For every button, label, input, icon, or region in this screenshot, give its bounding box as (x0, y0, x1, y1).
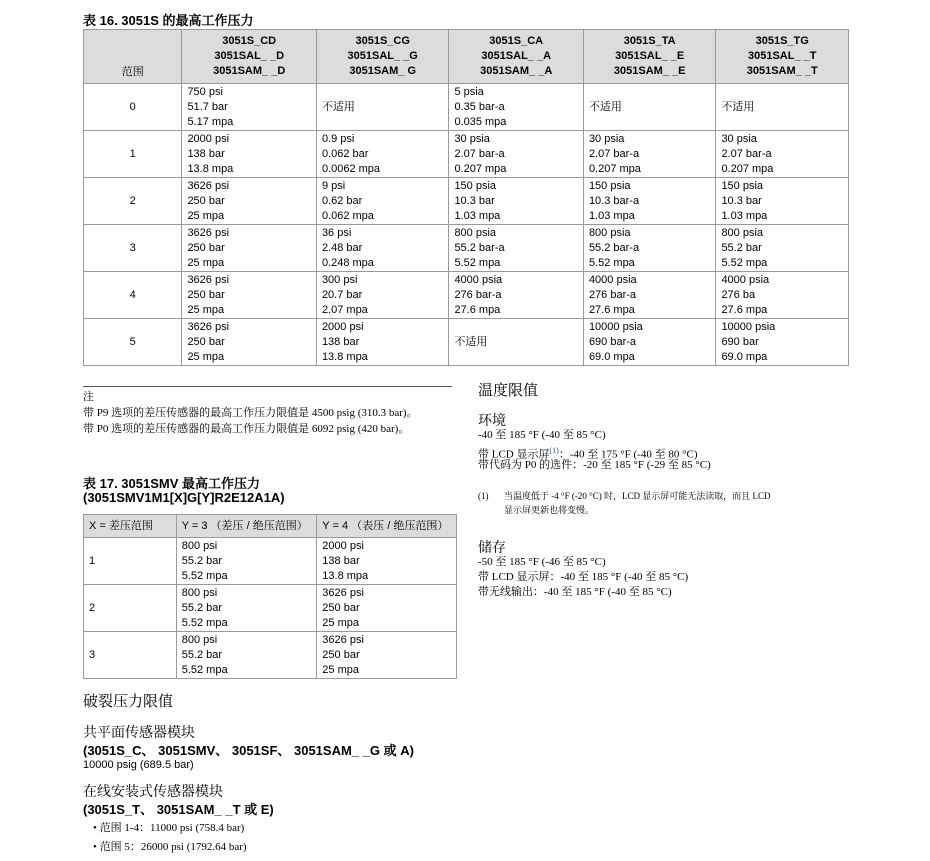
table-cell: 800 psia 55.2 bar-a 5.52 mpa (449, 225, 584, 272)
table16-col-header: 3051S_CG 3051SAL_ _G 3051SAM_ G (316, 30, 449, 84)
table-cell: 3626 psi 250 bar 25 mpa (317, 632, 457, 679)
table17-header-row (84, 515, 457, 538)
table16-col-header: 3051S_CD 3051SAL_ _D 3051SAM_ _D (182, 30, 317, 84)
note-divider (83, 386, 452, 387)
range-cell: 1 (84, 538, 177, 585)
table-cell: 30 psia 2.07 bar-a 0.207 mpa (716, 131, 849, 178)
table17 (83, 514, 457, 679)
table-cell: 不适用 (716, 84, 849, 131)
table16-col-header: 3051S_CA 3051SAL_ _A 3051SAM_ _A (449, 30, 584, 84)
table-cell: 30 psia 2.07 bar-a 0.207 mpa (449, 131, 584, 178)
ambient-line: 带 LCD 显示屏$^{(1)}$：-40 至 175 °F (-40 至 80 °C) (478, 446, 698, 461)
table-cell: 0.9 psi 0.062 bar 0.0062 mpa (316, 131, 449, 178)
table-row (84, 178, 849, 225)
table-cell: 150 psia 10.3 bar-a 1.03 mpa (583, 178, 716, 225)
coplanar-value: 10000 psig (689.5 bar) (83, 759, 194, 771)
table17-title: 表 17. 3051SMV 最高工作压力 (83, 476, 260, 491)
inline-list-item: • 范围 1-4：11000 psi (758.4 bar) (93, 822, 245, 834)
footnote-ref[interactable]: (1) (549, 446, 559, 455)
table-cell: 150 psia 10.3 bar 1.03 mpa (449, 178, 584, 225)
table-cell: 3626 psi 250 bar 25 mpa (317, 585, 457, 632)
table-cell: 2000 psi 138 bar 13.8 mpa (182, 131, 317, 178)
table-cell: 2000 psi 138 bar 13.8 mpa (317, 538, 457, 585)
storage-line: 带 LCD 显示屏：-40 至 185 °F (-40 至 85 °C) (478, 571, 689, 583)
range-cell: 0 (84, 84, 182, 131)
table-row (84, 131, 849, 178)
coplanar-heading: 共平面传感器模块 (83, 726, 195, 741)
storage-heading: 储存 (478, 541, 506, 556)
note-line: 带 P9 选项的差压传感器的最高工作压力限值是 4500 psig (310.3 bar)。 (83, 407, 418, 419)
table16-col-header: 3051S_TG 3051SAL_ _T 3051SAM_ _T (716, 30, 849, 84)
table16 (83, 29, 849, 366)
table-cell: 300 psi 20.7 bar 2.07 mpa (316, 272, 449, 319)
table-row (84, 225, 849, 272)
table-row (84, 585, 457, 632)
table-row (84, 632, 457, 679)
table-cell: 30 psia 2.07 bar-a 0.207 mpa (583, 131, 716, 178)
range-cell: 3 (84, 225, 182, 272)
table-cell: 800 psi 55.2 bar 5.52 mpa (176, 632, 317, 679)
footnote-text: 当温度低于 -4 °F (-20 °C) 时，LCD 显示屏可能无法读取，而且 LCD (504, 491, 771, 501)
burst-heading: 破裂压力限值 (83, 694, 174, 710)
note-line: 带 P0 选项的差压传感器的最高工作压力限值是 6092 psig (420 bar)。 (83, 423, 410, 435)
table-cell: 800 psi 55.2 bar 5.52 mpa (176, 585, 317, 632)
table-cell: 3626 psi 250 bar 25 mpa (182, 178, 317, 225)
footnote-text: 显示屏更新也将变慢。 (504, 505, 595, 515)
ambient-line: -40 至 185 °F (-40 至 85 °C) (478, 429, 606, 441)
table-cell: 9 psi 0.62 bar 0.062 mpa (316, 178, 449, 225)
range-cell: 3 (84, 632, 177, 679)
table-row (84, 272, 849, 319)
table-cell: 2000 psi 138 bar 13.8 mpa (316, 319, 449, 366)
table-cell: 不适用 (583, 84, 716, 131)
table-cell: 不适用 (316, 84, 449, 131)
table-cell: 4000 psia 276 bar-a 27.6 mpa (449, 272, 584, 319)
table-cell: 800 psia 55.2 bar 5.52 mpa (716, 225, 849, 272)
note-heading: 注 (83, 391, 94, 403)
inline-heading: 在线安装式传感器模块 (83, 785, 223, 800)
table17-col-header: Y = 3 （差压 / 绝压范围） (176, 515, 317, 538)
temperature-heading: 温度限值 (478, 383, 539, 399)
table-cell: 750 psi 51.7 bar 5.17 mpa (182, 84, 317, 131)
table-cell: 4000 psia 276 ba 27.6 mpa (716, 272, 849, 319)
coplanar-models: (3051S_C、 3051SMV、 3051SF、 3051SAM_ _G 或 A) (83, 743, 414, 758)
range-cell: 2 (84, 585, 177, 632)
table-row (84, 84, 849, 131)
inline-models: (3051S_T、 3051SAM_ _T 或 E) (83, 802, 274, 817)
table-row (84, 538, 457, 585)
ambient-heading: 环境 (478, 414, 506, 429)
range-cell: 1 (84, 131, 182, 178)
table17-col-header: X = 差压范围 (84, 515, 177, 538)
range-cell: 4 (84, 272, 182, 319)
table16-header-row (84, 30, 849, 84)
footnote-number: (1) (478, 491, 489, 501)
table-cell: 5 psia 0.35 bar-a 0.035 mpa (449, 84, 584, 131)
storage-line: 带无线输出：-40 至 185 °F (-40 至 85 °C) (478, 586, 672, 598)
table16-range-header: 范围 (84, 30, 182, 84)
ambient-line: 带代码为 P0 的选件：-20 至 185 °F (-29 至 85 °C) (478, 459, 711, 471)
storage-line: -50 至 185 °F (-46 至 85 °C) (478, 556, 606, 568)
table16-title: 表 16. 3051S 的最高工作压力 (83, 13, 254, 28)
table-row (84, 319, 849, 366)
inline-list-item: • 范围 5：26000 psi (1792.64 bar) (93, 841, 247, 853)
table-cell: 3626 psi 250 bar 25 mpa (182, 319, 317, 366)
table-cell: 36 psi 2.48 bar 0.248 mpa (316, 225, 449, 272)
table-cell: 150 psia 10.3 bar 1.03 mpa (716, 178, 849, 225)
range-cell: 2 (84, 178, 182, 225)
table-cell: 3626 psi 250 bar 25 mpa (182, 272, 317, 319)
table-cell: 10000 psia 690 bar 69.0 mpa (716, 319, 849, 366)
table-cell: 3626 psi 250 bar 25 mpa (182, 225, 317, 272)
range-cell: 5 (84, 319, 182, 366)
table-cell: 10000 psia 690 bar-a 69.0 mpa (583, 319, 716, 366)
table-cell: 不适用 (449, 319, 584, 366)
table17-col-header: Y = 4 （表压 / 绝压范围） (317, 515, 457, 538)
table17-subtitle: (3051SMV1M1[X]G[Y]R2E12A1A) (83, 490, 285, 505)
table-cell: 800 psi 55.2 bar 5.52 mpa (176, 538, 317, 585)
table-cell: 800 psia 55.2 bar-a 5.52 mpa (583, 225, 716, 272)
table-cell: 4000 psia 276 bar-a 27.6 mpa (583, 272, 716, 319)
table16-col-header: 3051S_TA 3051SAL_ _E 3051SAM_ _E (583, 30, 716, 84)
